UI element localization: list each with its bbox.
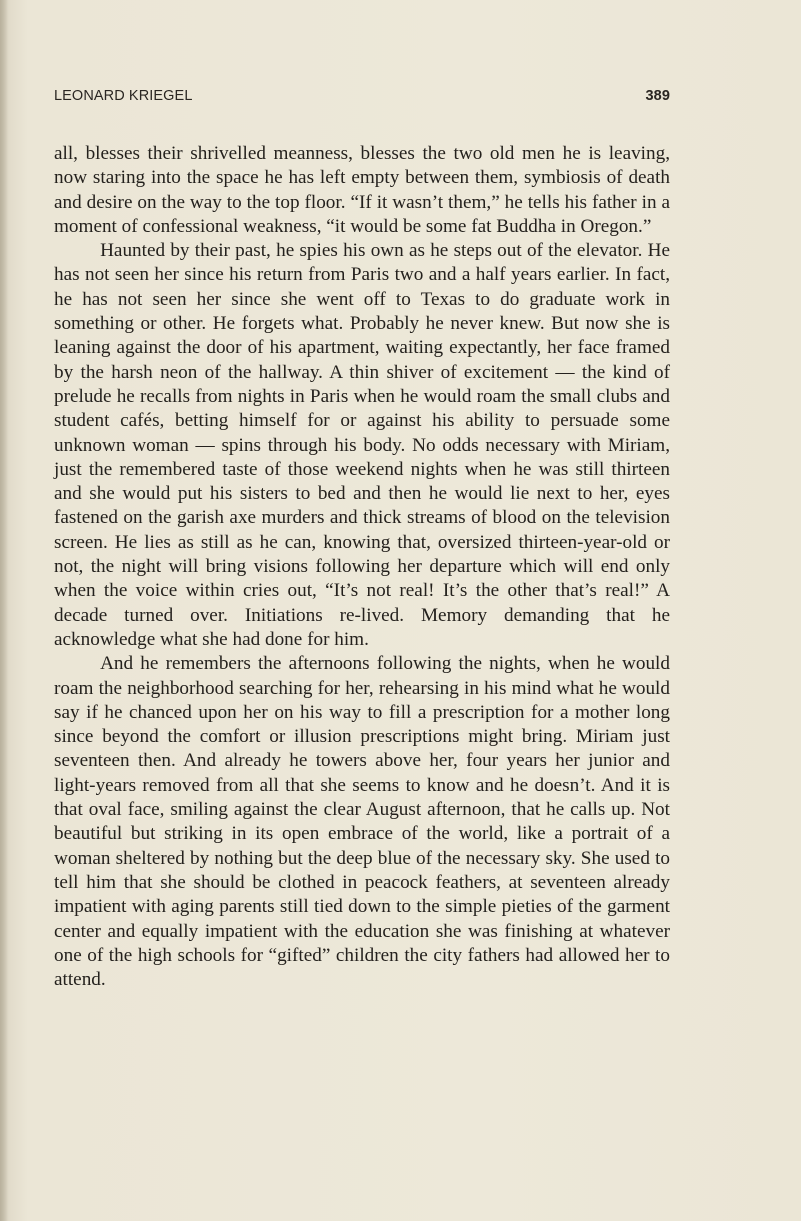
paragraph-3: And he remembers the afternoons following the nights, when he would roam the neighborhood searching for her, rehearsing in his mind what he would say if he chanced upon her on his way to fill a prescription for a mother long since beyond the comfort or illusion prescriptions might bring. Miriam just seventeen then. And already he towers above her, four years her junior and light-years removed from all that she seems to know and he doesn’t. And it is that oval face, smiling against the clear August afternoon, that he calls up. Not beautiful but striking in its open embrace of the world, like a portrait of a woman sheltered by nothing but the deep blue of the necessary sky. She used to tell him that she should be clothed in peacock feathers, at seventeen already impatient with aging parents still tied down to the simple pieties of the garment center and equally impatient with the education she was finishing at whatever one of the high schools for “gifted” children the city fathers had allowed her to attend. [54,653,670,991]
body-text [54,142,670,992]
running-head-author: LEONARD KRIEGEL [54,88,193,104]
running-head [54,88,670,108]
page-number: 389 [645,88,670,104]
spine-shadow [0,0,8,1221]
paragraph-1: all, blesses their shrivelled meanness, blesses the two old men he is leaving, now staring into the space he has left empty between them, symbiosis of death and desire on the way to the top floor. “If it wasn’t them,” he tells his father in a moment of confessional weakness, “it would be some fat Buddha in Oregon.” [54,143,670,237]
paragraph-2: Haunted by their past, he spies his own as he steps out of the elevator. He has not seen her since his return from Paris two and a half years earlier. In fact, he has not seen her since she went off to Texas to do graduate work in something or other. He forgets what. Probably he never knew. But now she is leaning against the door of his apartment, waiting expectantly, her face framed by the harsh neon of the hallway. A thin shiver of excitement — the kind of prelude he recalls from nights in Paris when he would roam the small clubs and student cafés, betting himself for or against his ability to persuade some unknown woman — spins through his body. No odds necessary with Miriam, just the remembered taste of those weekend nights when he was still thirteen and she would put his sisters to bed and then he would lie next to her, eyes fastened on the garish axe murders and thick streams of blood on the television screen. He lies as still as he can, knowing that, oversized thirteen-year-old or not, the night will bring visions following her departure which will end only when the voice within cries out, “It’s not real! It’s the other that’s real!” A decade turned over. Initiations re-lived. Memory demanding that he acknowledge what she had done for him. [54,240,670,650]
